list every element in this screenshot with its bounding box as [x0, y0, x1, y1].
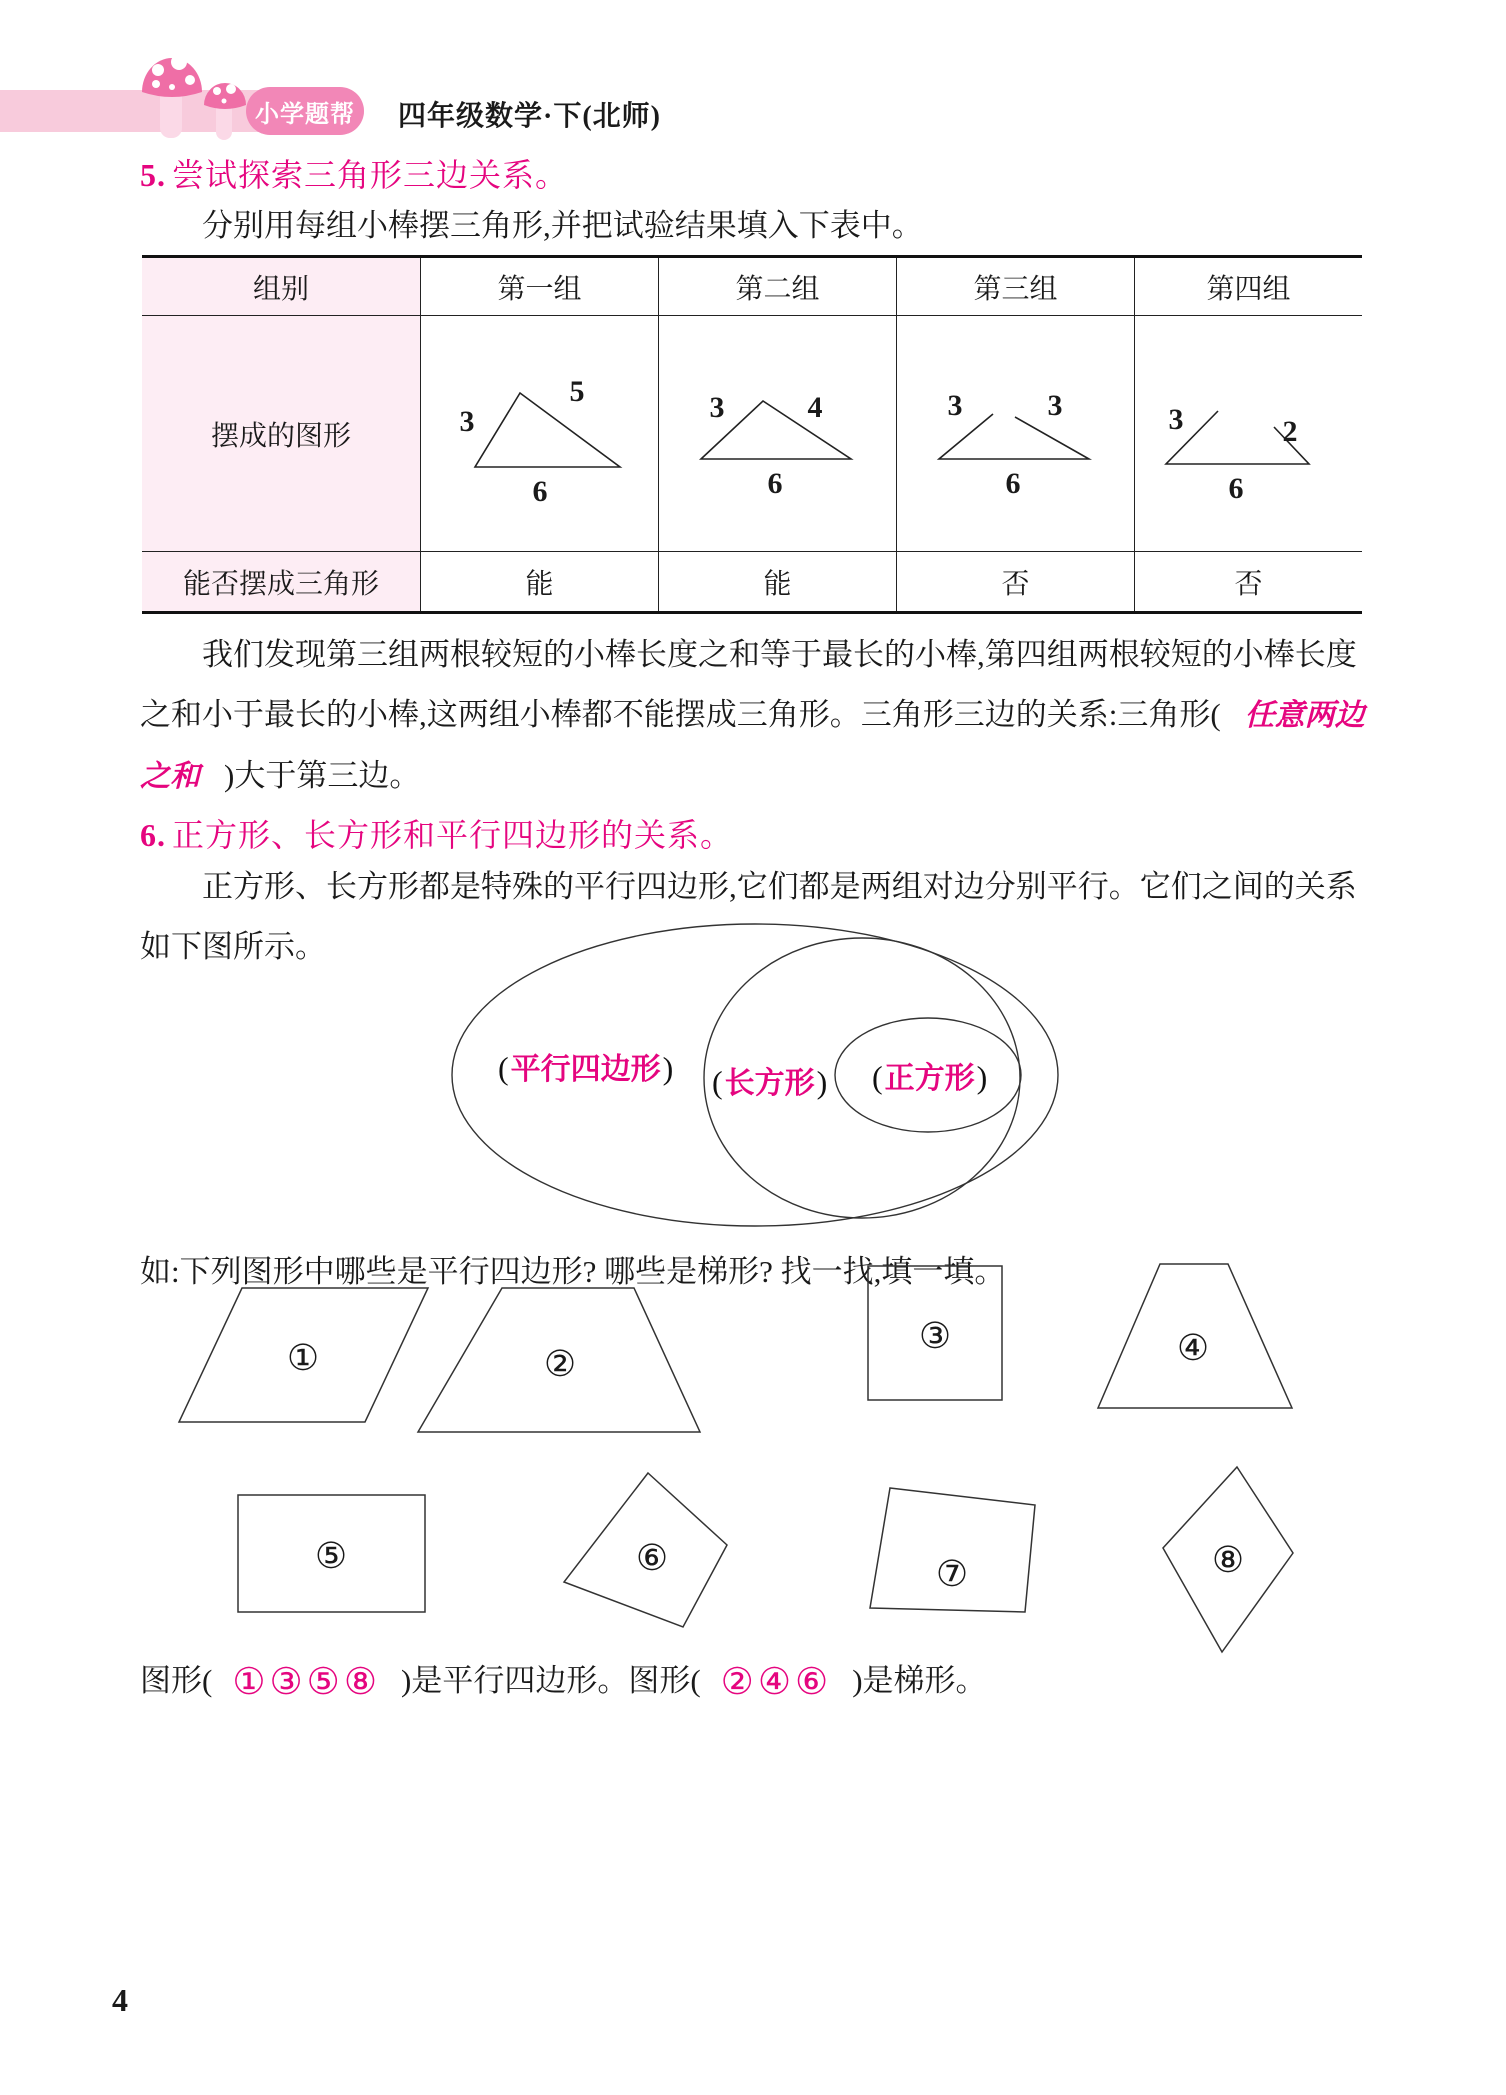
- conclusion-answer: 任意两边之和: [140, 699, 1365, 793]
- svg-text:⑤: ⑤: [314, 1536, 348, 1576]
- svg-text:②: ②: [543, 1344, 577, 1384]
- svg-text:3: 3: [709, 390, 724, 424]
- open-figure-3-2-6: [1144, 359, 1354, 509]
- row-label-can-form: 能否摆成三角形: [142, 551, 420, 611]
- conclusion-text-after: )大于第三边。: [224, 758, 421, 793]
- can-form-group1: 能: [420, 551, 658, 611]
- answer-p2-suffix: )是梯形。: [852, 1663, 987, 1698]
- question6-intro: 正方形、长方形都是特殊的平行四边形,它们都是两组对边分别平行。它们之间的关系如下图所示。: [140, 869, 1357, 964]
- brand-badge: [246, 87, 364, 135]
- question5-title-text: 尝试探索三角形三边关系。: [172, 157, 569, 193]
- table-header-group: 组别: [142, 258, 420, 315]
- answer-p1-suffix: )是平行四边形。: [401, 1663, 629, 1698]
- question5-title: [140, 150, 568, 196]
- svg-text:③: ③: [918, 1316, 952, 1356]
- svg-text:⑦: ⑦: [935, 1554, 969, 1594]
- find-prompt: 如:下列图形中哪些是平行四边形? 哪些是梯形? 找一找,填一填。: [140, 1254, 1006, 1289]
- svg-text:3: 3: [947, 388, 962, 422]
- row-label-figures: 摆成的图形: [142, 315, 420, 551]
- triangle-3-5-6: [435, 359, 645, 509]
- svg-text:⑥: ⑥: [635, 1538, 669, 1578]
- question6-title: [140, 810, 733, 856]
- page-number: 4: [112, 1982, 128, 2018]
- svg-text:6: 6: [1228, 471, 1243, 505]
- book-title: 四年级数学·下(北师): [398, 101, 661, 132]
- svg-text:5: 5: [569, 374, 584, 408]
- brand-name: 小学题帮: [255, 99, 355, 128]
- triangle-3-4-6: [673, 359, 883, 509]
- venn-label-parallelogram: (平行四边形): [498, 1050, 674, 1086]
- table-header-group2: 第二组: [658, 258, 896, 315]
- can-form-group2: 能: [658, 551, 896, 611]
- figure-group3: [896, 315, 1134, 551]
- question6-number: 6.: [140, 817, 166, 853]
- venn-label-rectangle: (长方形): [712, 1064, 828, 1100]
- can-form-group4: 否: [1134, 551, 1362, 611]
- svg-text:6: 6: [767, 466, 782, 500]
- svg-text:3: 3: [459, 404, 474, 438]
- answer-line: [140, 1655, 987, 1704]
- answer-parallelograms: ①③⑤⑧: [232, 1662, 382, 1703]
- svg-text:3: 3: [1168, 402, 1183, 436]
- mushroom-logo-icon: [128, 38, 258, 143]
- conclusion-text-before: 我们发现第三组两根较短的小棒长度之和等于最长的小棒,第四组两根较短的小棒长度之和小于最长的小棒,这两组小棒都不能摆成三角形。三角形三边的关系:三角形(: [140, 637, 1357, 732]
- table-header-group4: 第四组: [1134, 258, 1362, 315]
- table-header-group1: 第一组: [420, 258, 658, 315]
- question5-conclusion: [140, 625, 1372, 807]
- triangle-experiment-table: [142, 255, 1362, 614]
- svg-text:①: ①: [286, 1338, 320, 1378]
- svg-text:6: 6: [1005, 466, 1020, 500]
- svg-text:4: 4: [807, 390, 822, 424]
- question6-title-text: 正方形、长方形和平行四边形的关系。: [172, 817, 734, 853]
- svg-text:⑧: ⑧: [1211, 1540, 1245, 1580]
- venn-label-square: (正方形): [872, 1059, 988, 1095]
- figure-group2: [658, 315, 896, 551]
- svg-text:2: 2: [1282, 414, 1297, 448]
- open-figure-3-3-6: [911, 359, 1121, 509]
- question5-number: 5.: [140, 157, 166, 193]
- table-header-group3: 第三组: [896, 258, 1134, 315]
- svg-text:3: 3: [1047, 388, 1062, 422]
- answer-p1-prefix: 图形(: [140, 1663, 213, 1698]
- answer-trapezoids: ②④⑥: [720, 1662, 833, 1703]
- svg-text:④: ④: [1176, 1328, 1210, 1368]
- answer-p2-prefix: 图形(: [628, 1663, 701, 1698]
- figure-group1: [420, 315, 658, 551]
- svg-text:6: 6: [532, 474, 547, 508]
- shapes-figure: [140, 1260, 1372, 1665]
- figure-group4: [1134, 315, 1362, 551]
- question5-intro: 分别用每组小棒摆三角形,并把试验结果填入下表中。: [202, 208, 923, 243]
- can-form-group3: 否: [896, 551, 1134, 611]
